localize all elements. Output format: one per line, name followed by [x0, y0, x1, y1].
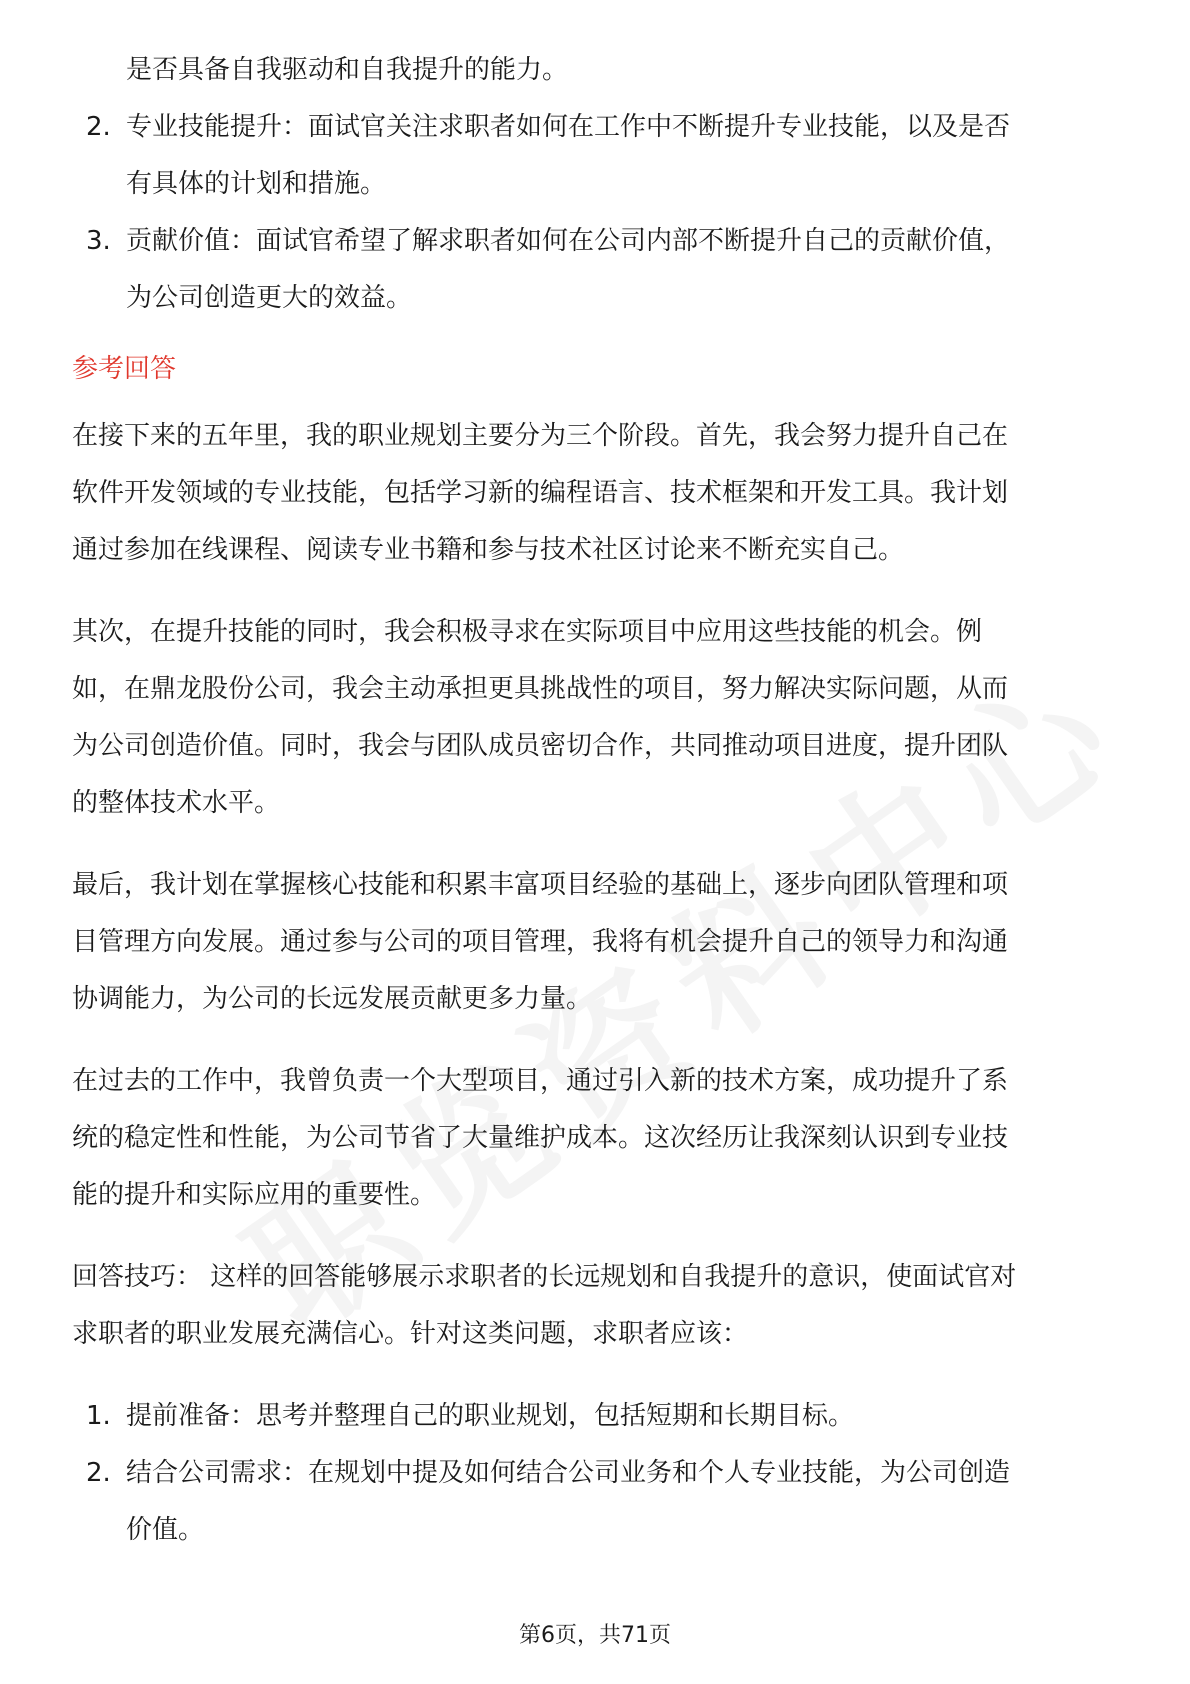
list-item-number: 1. — [86, 1401, 111, 1431]
list-item-line: 为公司创造更大的效益。 — [126, 283, 413, 313]
list-continuation-text: 是否具备自我驱动和自我提升的能力。 — [126, 55, 569, 85]
paragraph-line: 协调能力，为公司的长远发展贡献更多力量。 — [72, 984, 593, 1014]
page-number-footer: 第6页，共71页 — [519, 1623, 671, 1648]
paragraph-line: 最后，我计划在掌握核心技能和积累丰富项目经验的基础上，逐步向团队管理和项 — [72, 870, 1009, 900]
paragraph-line: 其次，在提升技能的同时，我会积极寻求在实际项目中应用这些技能的机会。例 — [72, 617, 983, 647]
paragraph-line: 为公司创造价值。同时，我会与团队成员密切合作，共同推动项目进度，提升团队 — [72, 731, 1009, 761]
list-item-line: 结合公司需求：在规划中提及如何结合公司业务和个人专业技能，为公司创造 — [126, 1458, 1011, 1488]
page-content — [72, 42, 1118, 1559]
list-item-number: 2. — [86, 112, 111, 142]
bottom-ordered-list — [72, 1388, 1118, 1559]
list-item-number: 3. — [86, 226, 111, 256]
list-item-line: 贡献价值：面试官希望了解求职者如何在公司内部不断提升自己的贡献价值， — [126, 226, 1011, 256]
list-item-line: 价值。 — [126, 1515, 205, 1545]
list-item-number: 2. — [86, 1458, 111, 1488]
list-item-line: 有具体的计划和措施。 — [126, 169, 387, 199]
paragraph — [72, 1249, 1118, 1363]
paragraph-line: 求职者的职业发展充满信心。针对这类问题，求职者应该： — [72, 1319, 749, 1349]
list-item — [72, 213, 1118, 327]
paragraph-line: 能的提升和实际应用的重要性。 — [72, 1180, 437, 1210]
paragraph-line: 在过去的工作中，我曾负责一个大型项目，通过引入新的技术方案，成功提升了系 — [72, 1066, 1009, 1096]
paragraph — [72, 857, 1118, 1028]
paragraph — [72, 408, 1118, 579]
section-heading: 参考回答 — [72, 354, 177, 384]
paragraph-line: 统的稳定性和性能，为公司节省了大量维护成本。这次经历让我深刻认识到专业技 — [72, 1123, 1009, 1153]
paragraph-line: 软件开发领域的专业技能，包括学习新的编程语言、技术框架和开发工具。我计划 — [72, 478, 1009, 508]
paragraph-line: 通过参加在线课程、阅读专业书籍和参与技术社区讨论来不断充实自己。 — [72, 535, 905, 565]
paragraph — [72, 604, 1118, 832]
list-item-line: 提前准备：思考并整理自己的职业规划，包括短期和长期目标。 — [126, 1401, 855, 1431]
paragraph-line: 回答技巧： 这样的回答能够展示求职者的长远规划和自我提升的意识，使面试官对 — [72, 1262, 1017, 1292]
list-item — [72, 99, 1118, 213]
paragraph-line: 目管理方向发展。通过参与公司的项目管理，我将有机会提升自己的领导力和沟通 — [72, 927, 1009, 957]
list-item-line: 专业技能提升：面试官关注求职者如何在工作中不断提升专业技能，以及是否 — [126, 112, 1011, 142]
paragraph-line: 的整体技术水平。 — [72, 788, 281, 818]
list-item — [72, 1445, 1118, 1559]
top-ordered-list — [72, 99, 1118, 327]
list-item — [72, 1388, 1118, 1445]
paragraph-line: 在接下来的五年里，我的职业规划主要分为三个阶段。首先，我会努力提升自己在 — [72, 421, 1009, 451]
paragraph — [72, 1053, 1118, 1224]
paragraph-line: 如，在鼎龙股份公司，我会主动承担更具挑战性的项目，努力解决实际问题，从而 — [72, 674, 1009, 704]
